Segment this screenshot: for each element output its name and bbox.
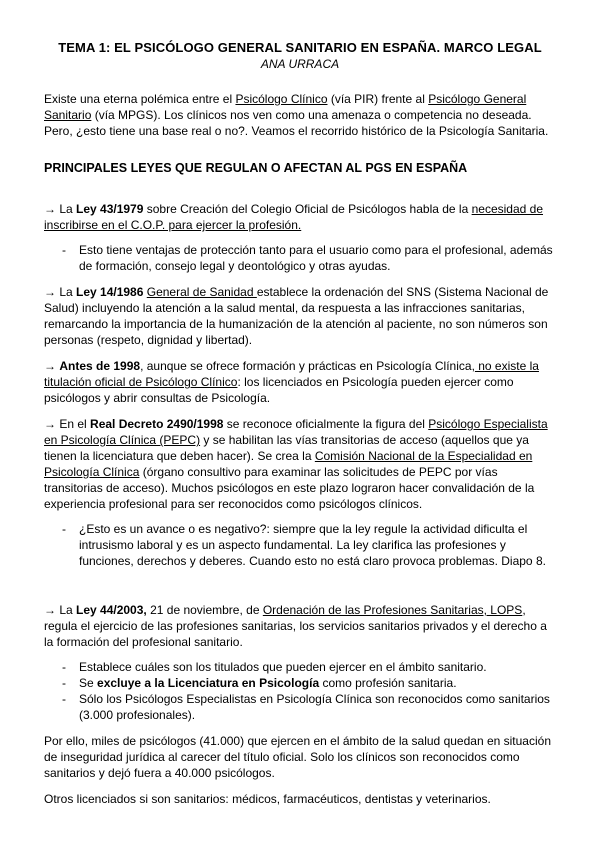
law5-bullet-list (44, 659, 556, 723)
law3-underlined: no existe la titulación oficial de Psicólogo Clínico (44, 359, 539, 389)
list-item: - ¿Esto es un avance o es negativo?: siempre que la ley regule la actividad dificulta el intrusismo laboral y es un aspecto fundamental. La ley clarifica las profesiones y funciones, derechos y deberes. Cuando esto no está claro provoca problemas. Diapo 8. (44, 521, 556, 569)
law1-text-1: → La (44, 202, 77, 216)
intro-paragraph (44, 91, 556, 139)
law3-text-3: : los licenciados en Psicología pueden ejercer como psicólogos y abrir consultas de Psicología. (44, 375, 514, 405)
law1-name: Ley 43/1979 (76, 202, 144, 216)
law1-bullet-list (44, 242, 556, 274)
law4-bullet-list (44, 521, 556, 569)
law5-underlined: Ordenación de las Profesiones Sanitarias, LOPS (262, 603, 523, 617)
intro-text-2: (vía PIR) frente al (327, 92, 429, 106)
document-page (44, 40, 556, 807)
law1-underlined: necesidad de inscribirse en el C.O.P. para ejercer la profesión. (44, 202, 543, 232)
law4-text-1: → En el (44, 417, 91, 431)
law2-underlined: General de Sanidad (146, 285, 257, 299)
law5-text-2: 21 de noviembre, de (146, 603, 263, 617)
law2-name: Ley 14/1986 (76, 285, 144, 299)
author-name: ANA URRACA (260, 57, 340, 71)
law5-text-3: , regula el ejercicio de las profesiones sanitarias, los servicios sanitarios privados y el derecho a la formación del profesional sanitario. (44, 603, 547, 649)
list-item: - Esto tiene ventajas de protección tanto para el usuario como para el profesional, además de formación, consejo legal y deontológico y otras ayudas. (44, 242, 556, 274)
section-heading: PRINCIPALES LEYES QUE REGULAN O AFECTAN AL PGS EN ESPAÑA (44, 161, 468, 175)
law3-name: Antes de 1998 (59, 359, 141, 373)
law1-text-2: sobre Creación del Colegio Oficial de Psicólogos habla de la (143, 202, 472, 216)
law5-text-1: → La (44, 603, 77, 617)
document-title: TEMA 1: EL PSICÓLOGO GENERAL SANITARIO EN ESPAÑA. MARCO LEGAL (58, 40, 542, 55)
other-professions-paragraph: Otros licenciados si son sanitarios: médicos, farmacéuticos, dentistas y veterinarios. (44, 792, 491, 806)
law2-text-1: → La (44, 285, 77, 299)
conclusion-paragraph: Por ello, miles de psicólogos (41.000) que ejercen en el ámbito de la salud quedan en situación de inseguridad jurídica al carecer del título oficial. Solo los clínicos son reconocidos como sanitarios y dejó fuera a 40.000 psicólogos. (44, 734, 551, 780)
law4-text-4: (órgano consultivo para examinar las solicitudes de PEPC por vías transitorias de acceso). Muchos psicólogos en este plazo lograron hacer convalidación de la experiencia profesional para ser reconocidos como psicólogos clínicos. (44, 465, 535, 511)
bullet2-text-1: Se (79, 676, 98, 690)
bullet2-text-2: como profesión sanitaria. (319, 676, 457, 690)
list-item: - Sólo los Psicólogos Especialistas en Psicología Clínica son reconocidos como sanitarios (3.000 profesionales). (44, 691, 556, 723)
intro-link-psicologo-general-sanitario: Psicólogo General Sanitario (44, 92, 527, 122)
law3-text-2: , aunque se ofrece formación y prácticas en Psicología Clínica, (140, 359, 475, 373)
list-item: - Establece cuáles son los titulados que pueden ejercer en el ámbito sanitario. (44, 659, 556, 675)
law4-name: Real Decreto 2490/1998 (90, 417, 224, 431)
law2-text-3: establece la ordenación del SNS (Sistema Nacional de Salud) incluyendo la atención a la salud mental, da respuesta a las infracciones sanitarias, remarcando la importancia de la humanización de la atención al paciente, no son números son personas (respeto, dignidad y libertad). (44, 285, 549, 347)
antes-1998-paragraph (44, 358, 556, 406)
real-decreto-2490-1998-paragraph (44, 416, 556, 512)
law4-text-2: se reconoce oficialmente la figura del (223, 417, 429, 431)
law4-underlined-2: Comisión Nacional de la Especialidad en Psicología Clínica (44, 449, 533, 479)
intro-text-3: (vía MPGS). Los clínicos nos ven como una amenaza o competencia no deseada. Pero, ¿esto tiene una base real o no?. Veamos el recorrido histórico de la Psicología Sanitaria. (44, 108, 549, 138)
intro-link-psicologo-clinico: Psicólogo Clínico (235, 92, 328, 106)
bullet2-bold: excluye a la Licenciatura en Psicología (97, 676, 320, 690)
list-item (44, 675, 556, 691)
law4-underlined-1: Psicólogo Especialista en Psicología Clínica (PEPC) (44, 417, 548, 447)
law4-text-3: y se habilitan las vías transitorias de acceso (aquellos que ya tienen la licenciatura que deben hacer). Se crea la (44, 433, 529, 463)
intro-text-1: Existe una eterna polémica entre el (44, 92, 236, 106)
law-14-1986-paragraph (44, 284, 556, 348)
law3-text-1: → (44, 359, 60, 373)
law-43-1979-paragraph (44, 201, 556, 233)
law-44-2003-paragraph (44, 602, 556, 650)
law5-name: Ley 44/2003, (76, 603, 147, 617)
